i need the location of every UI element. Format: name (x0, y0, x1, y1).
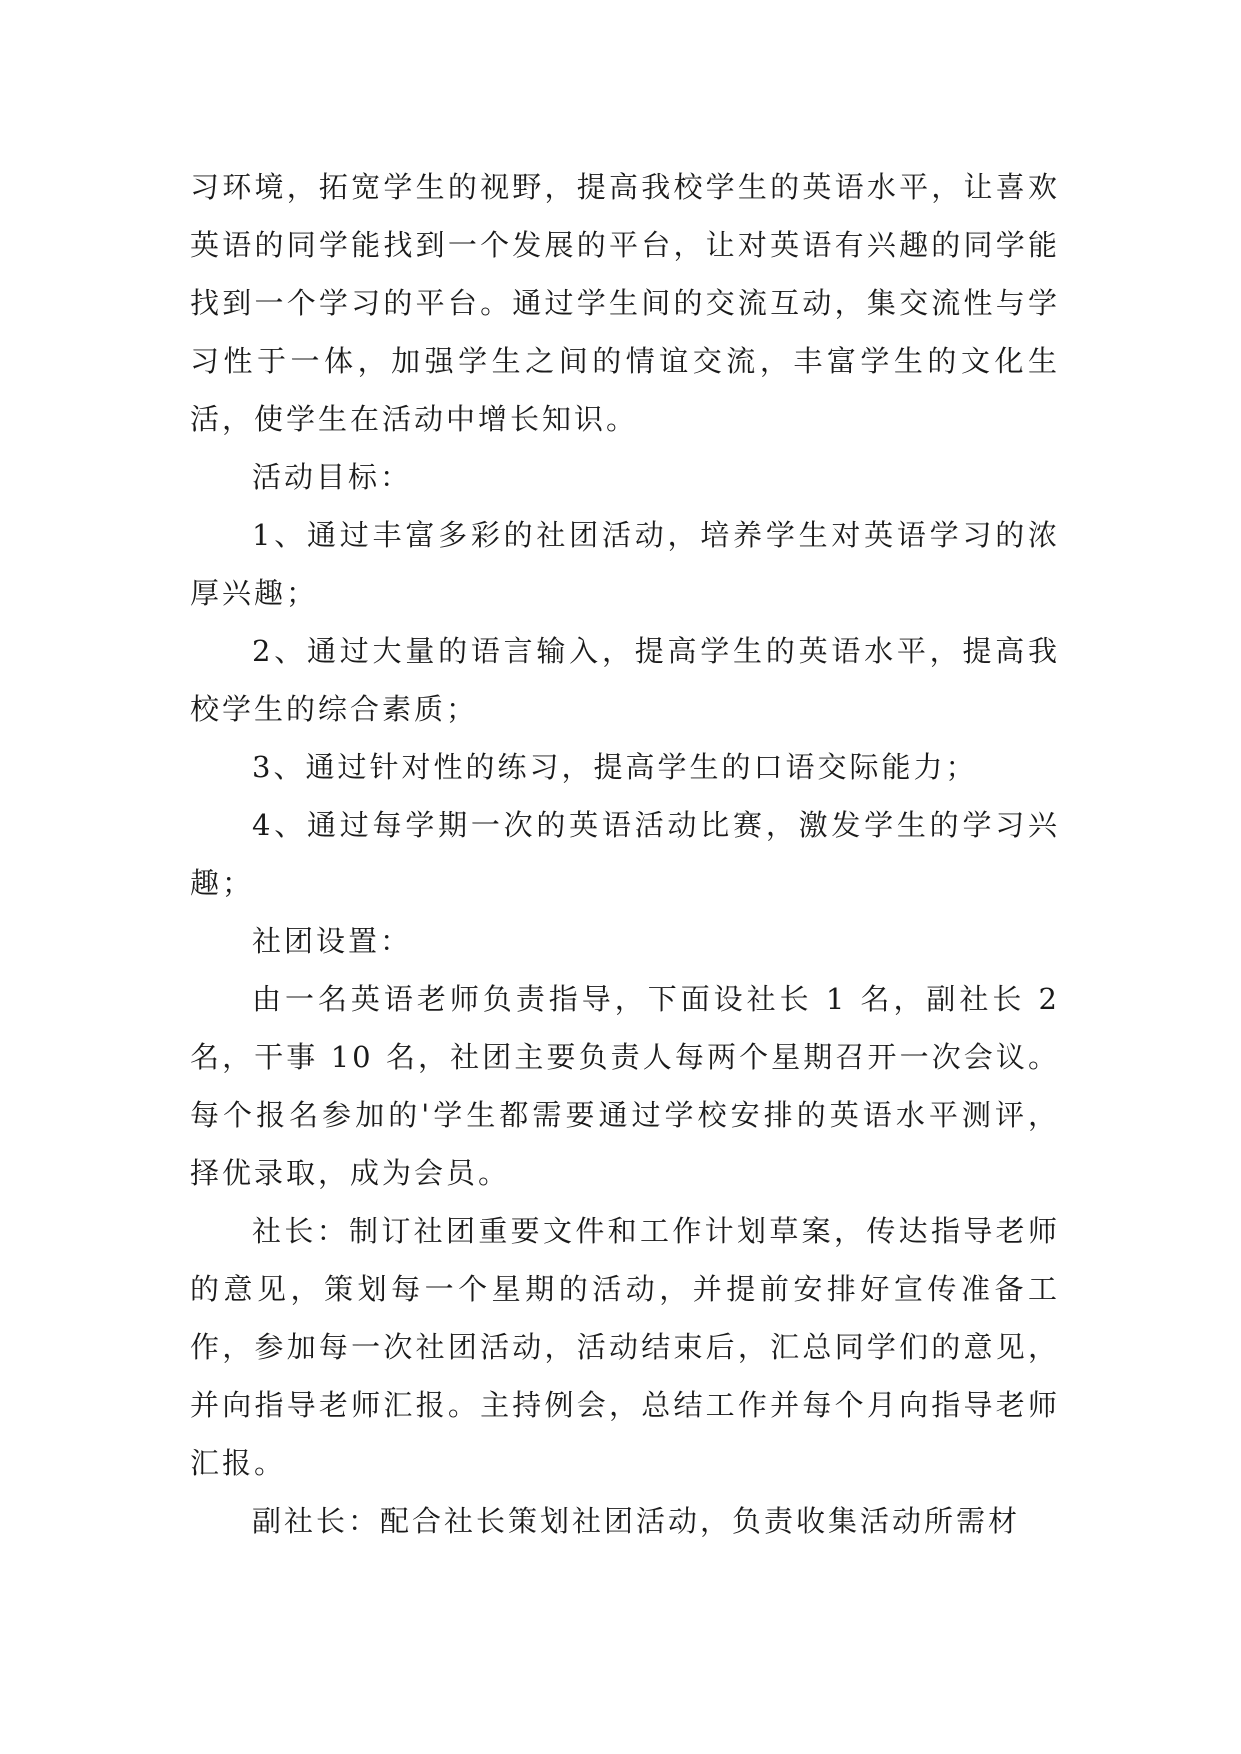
paragraph-vice-president-duties: 副社长：配合社长策划社团活动，负责收集活动所需材 (252, 1504, 1021, 1538)
paragraph-club-structure: 由一名英语老师负责指导，下面设社长 1 名，副社长 2 名，干事 10 名，社团主要负责人每两个星期召开一次会议。每个报名参加的'学生都需要通过学校安排的英语水平测评，择优录取，成为会员。 (190, 982, 1060, 1190)
goal-item-3: 3、通过针对性的练习，提高学生的口语交际能力； (252, 750, 978, 784)
paragraph-president-duties: 社长：制订社团重要文件和工作计划草案，传达指导老师的意见，策划每一个星期的活动，并提前安排好宣传准备工作，参加每一次社团活动，活动结束后，汇总同学们的意见，并向指导老师汇报。主持例会，总结工作并每个月向指导老师汇报。 (190, 1214, 1060, 1480)
goal-item-4: 4、通过每学期一次的英语活动比赛，激发学生的学习兴趣； (190, 808, 1060, 900)
goal-item-1: 1、通过丰富多彩的社团活动，培养学生对英语学习的浓厚兴趣； (190, 518, 1060, 610)
heading-activity-goals: 活动目标： (252, 460, 413, 494)
heading-club-structure: 社团设置： (252, 924, 413, 958)
goal-item-2: 2、通过大量的语言输入，提高学生的英语水平，提高我校学生的综合素质； (190, 634, 1060, 726)
document-body (190, 158, 1060, 1550)
paragraph-intro-continuation: 习环境，拓宽学生的视野，提高我校学生的英语水平，让喜欢英语的同学能找到一个发展的平台，让对英语有兴趣的同学能找到一个学习的平台。通过学生间的交流互动，集交流性与学习性于一体，加强学生之间的情谊交流，丰富学生的文化生活，使学生在活动中增长知识。 (190, 170, 1060, 436)
